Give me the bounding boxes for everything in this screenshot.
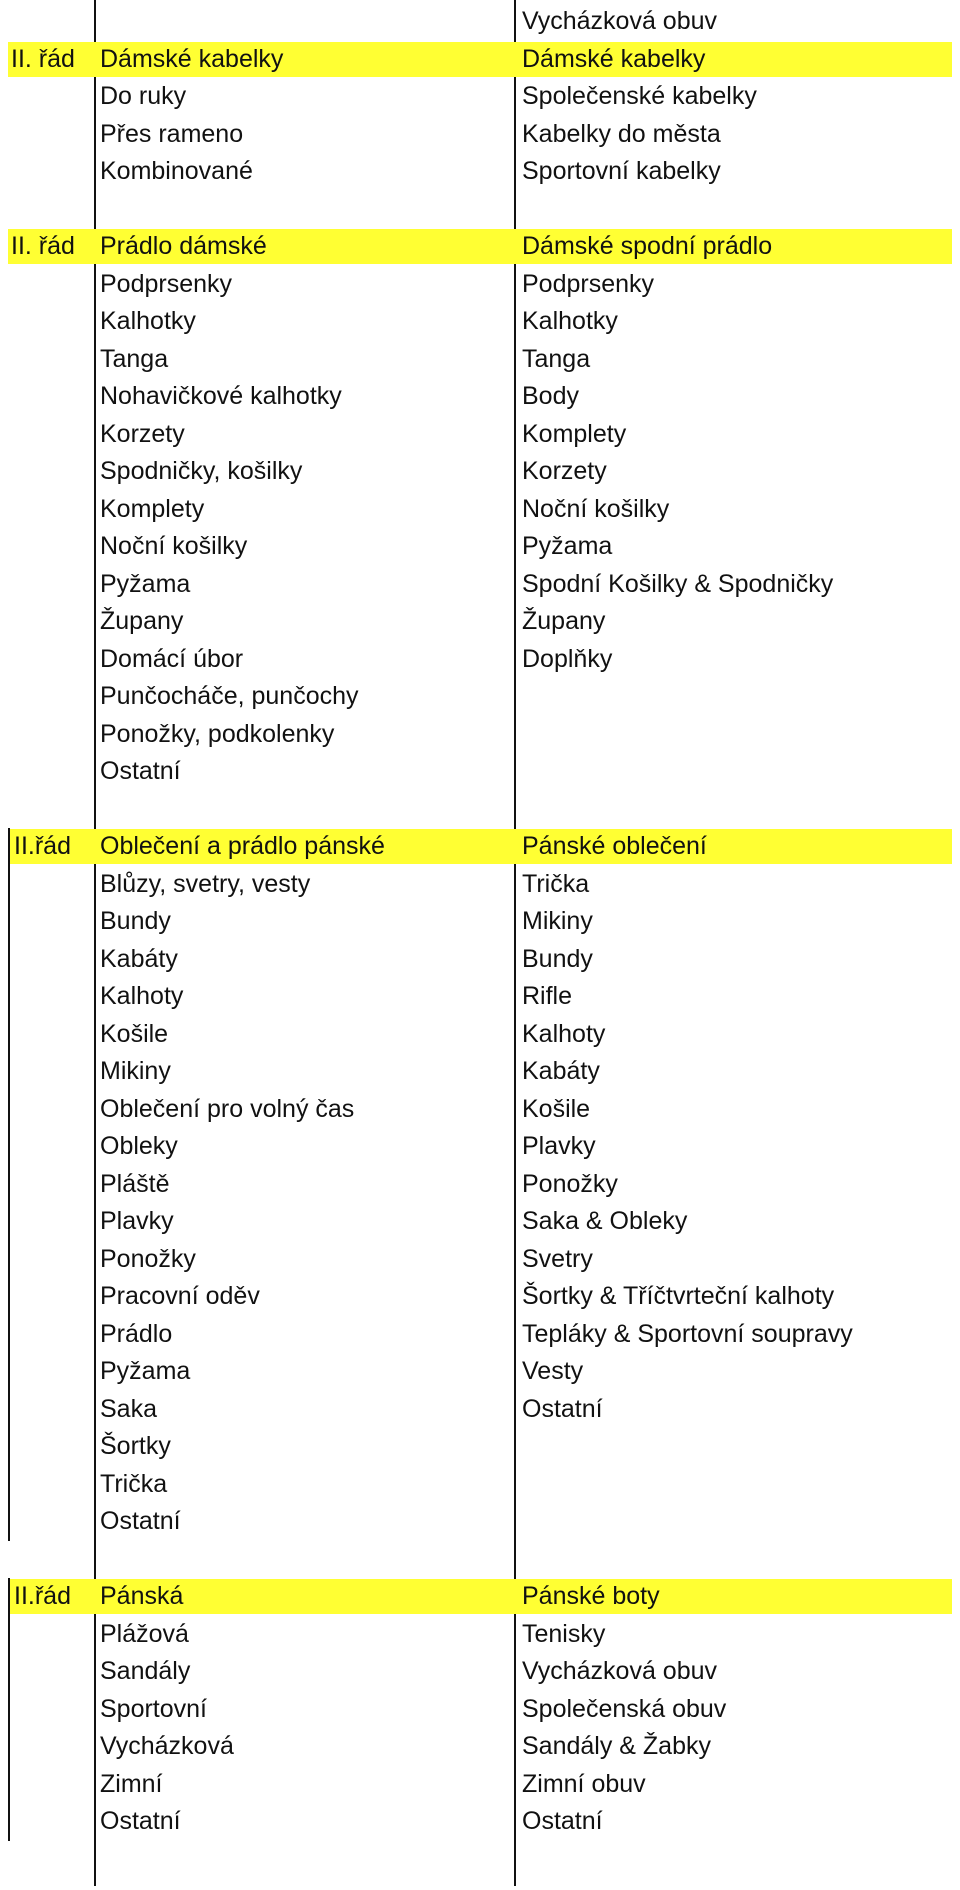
- item-target: Saka & Obleky: [522, 1207, 688, 1235]
- item-target: Kabáty: [522, 1057, 600, 1085]
- continuation-row: [0, 3, 960, 40]
- section-header-row: [0, 828, 960, 865]
- list-item-row: [0, 453, 960, 490]
- item-target: Spodní Košilky & Spodničky: [522, 569, 834, 598]
- item-target: Ostatní: [522, 1807, 603, 1835]
- item-source: Punčocháče, punčochy: [100, 682, 359, 710]
- list-item-row: [0, 978, 960, 1015]
- item-source: Prádlo: [100, 1319, 173, 1348]
- list-item-row: [0, 1803, 960, 1840]
- item-target: Košile: [522, 1094, 591, 1123]
- item-source: Podprsenky: [100, 269, 233, 298]
- item-source: Vycházková: [100, 1732, 234, 1760]
- list-item-row: [0, 1503, 960, 1540]
- section-header-target: Dámské spodní prádlo: [522, 232, 773, 260]
- section-header-target: Dámské kabelky: [522, 44, 706, 73]
- item-target: Vesty: [522, 1357, 584, 1385]
- list-item-row: [0, 753, 960, 790]
- item-target: Bundy: [522, 944, 593, 973]
- item-target: Vycházková obuv: [522, 7, 718, 35]
- list-item-row: [0, 941, 960, 978]
- section-header-source: Oblečení a prádlo pánské: [100, 832, 385, 860]
- list-item-row: [0, 1691, 960, 1728]
- item-source: Tanga: [100, 344, 169, 373]
- level-cell-border: [8, 828, 10, 1541]
- item-target: Doplňky: [522, 644, 613, 673]
- item-target: Plavky: [522, 1132, 596, 1160]
- list-item-row: [0, 116, 960, 153]
- item-source: Ostatní: [100, 1507, 181, 1535]
- item-target: Svetry: [522, 1244, 593, 1273]
- item-target: Sportovní kabelky: [522, 157, 721, 185]
- list-item-row: [0, 1241, 960, 1278]
- item-target: Sandály & Žabky: [522, 1732, 711, 1760]
- item-source: Mikiny: [100, 1057, 171, 1085]
- item-source: Noční košilky: [100, 532, 248, 560]
- item-source: Ponožky: [100, 1244, 196, 1273]
- list-item-row: [0, 566, 960, 603]
- item-source: Nohavičkové kalhotky: [100, 382, 342, 410]
- section-header-row: [0, 228, 960, 265]
- list-item-row: [0, 303, 960, 340]
- item-source: Pracovní oděv: [100, 1282, 260, 1310]
- list-item-row: [0, 528, 960, 565]
- item-source: Sandály: [100, 1657, 191, 1685]
- item-target: Korzety: [522, 457, 607, 485]
- list-item-row: [0, 1278, 960, 1315]
- list-item-row: [0, 866, 960, 903]
- section-header-row: [0, 41, 960, 78]
- item-source: Saka: [100, 1394, 157, 1423]
- item-target: Šortky & Tříčtvrteční kalhoty: [522, 1282, 835, 1310]
- item-target: Kabelky do města: [522, 119, 721, 148]
- item-target: Pyžama: [522, 532, 613, 560]
- level-label: II. řád: [11, 44, 75, 73]
- item-target: Župany: [522, 607, 606, 635]
- section-header-source: Dámské kabelky: [100, 44, 284, 73]
- list-item-row: [0, 416, 960, 453]
- item-source: Domácí úbor: [100, 644, 244, 673]
- item-source: Ostatní: [100, 1807, 181, 1835]
- list-item-row: [0, 603, 960, 640]
- item-source: Zimní: [100, 1769, 163, 1798]
- item-source: Komplety: [100, 494, 205, 523]
- item-target: Kalhotky: [522, 307, 618, 335]
- section-header-source: Pánská: [100, 1582, 184, 1610]
- item-source: Kombinované: [100, 157, 253, 185]
- item-target: Noční košilky: [522, 494, 670, 523]
- item-target: Podprsenky: [522, 269, 655, 298]
- list-item-row: [0, 78, 960, 115]
- item-source: Obleky: [100, 1132, 178, 1160]
- section-header-target: Pánské oblečení: [522, 832, 707, 860]
- item-target: Zimní obuv: [522, 1769, 646, 1798]
- list-item-row: [0, 903, 960, 940]
- list-item-row: [0, 1316, 960, 1353]
- level-label: II.řád: [14, 832, 71, 860]
- list-item-row: [0, 1616, 960, 1653]
- item-target: Vycházková obuv: [522, 1657, 718, 1685]
- list-item-row: [0, 1166, 960, 1203]
- item-target: Společenské kabelky: [522, 82, 757, 110]
- item-source: Pyžama: [100, 1357, 191, 1385]
- item-source: Kalhoty: [100, 982, 184, 1010]
- level-label: II.řád: [14, 1582, 71, 1610]
- list-item-row: [0, 641, 960, 678]
- list-item-row: [0, 153, 960, 190]
- item-source: Oblečení pro volný čas: [100, 1094, 355, 1123]
- list-item-row: [0, 1653, 960, 1690]
- list-item-row: [0, 1128, 960, 1165]
- list-item-row: [0, 678, 960, 715]
- item-source: Košile: [100, 1019, 169, 1048]
- item-source: Přes rameno: [100, 119, 244, 148]
- item-target: Kalhoty: [522, 1019, 606, 1048]
- item-source: Kabáty: [100, 944, 178, 973]
- list-item-row: [0, 716, 960, 753]
- item-source: Plavky: [100, 1207, 174, 1235]
- item-target: Tenisky: [522, 1619, 606, 1648]
- level-label: II. řád: [11, 232, 75, 260]
- list-item-row: [0, 266, 960, 303]
- item-source: Blůzy, svetry, vesty: [100, 869, 311, 898]
- item-target: Tanga: [522, 344, 591, 373]
- item-target: Tepláky & Sportovní soupravy: [522, 1319, 853, 1348]
- list-item-row: [0, 341, 960, 378]
- item-source: Korzety: [100, 419, 185, 448]
- item-source: Bundy: [100, 907, 171, 935]
- list-item-row: [0, 1766, 960, 1803]
- list-item-row: [0, 1428, 960, 1465]
- item-source: Ostatní: [100, 757, 181, 785]
- item-target: Společenská obuv: [522, 1694, 727, 1723]
- item-source: Plážová: [100, 1619, 189, 1648]
- item-source: Šortky: [100, 1432, 171, 1460]
- list-item-row: [0, 1391, 960, 1428]
- list-item-row: [0, 1053, 960, 1090]
- item-target: Trička: [522, 869, 590, 898]
- section-header-target: Pánské boty: [522, 1582, 660, 1610]
- list-item-row: [0, 378, 960, 415]
- item-target: Rifle: [522, 982, 573, 1010]
- item-source: Trička: [100, 1469, 168, 1498]
- section-header-row: [0, 1578, 960, 1615]
- item-source: Do ruky: [100, 82, 187, 110]
- item-target: Body: [522, 382, 579, 410]
- item-source: Pyžama: [100, 569, 191, 598]
- item-source: Ponožky, podkolenky: [100, 719, 335, 748]
- list-item-row: [0, 1091, 960, 1128]
- list-item-row: [0, 1466, 960, 1503]
- list-item-row: [0, 1353, 960, 1390]
- item-source: Sportovní: [100, 1694, 208, 1723]
- list-item-row: [0, 491, 960, 528]
- item-target: Ostatní: [522, 1394, 603, 1423]
- list-item-row: [0, 1728, 960, 1765]
- item-target: Mikiny: [522, 907, 593, 935]
- list-item-row: [0, 1203, 960, 1240]
- level-cell-border: [8, 1578, 10, 1841]
- item-target: Ponožky: [522, 1169, 618, 1198]
- item-source: Kalhotky: [100, 307, 196, 335]
- section-header-source: Prádlo dámské: [100, 232, 267, 260]
- item-source: Spodničky, košilky: [100, 457, 303, 485]
- item-target: Komplety: [522, 419, 627, 448]
- list-item-row: [0, 1016, 960, 1053]
- item-source: Pláště: [100, 1169, 170, 1198]
- item-source: Župany: [100, 607, 184, 635]
